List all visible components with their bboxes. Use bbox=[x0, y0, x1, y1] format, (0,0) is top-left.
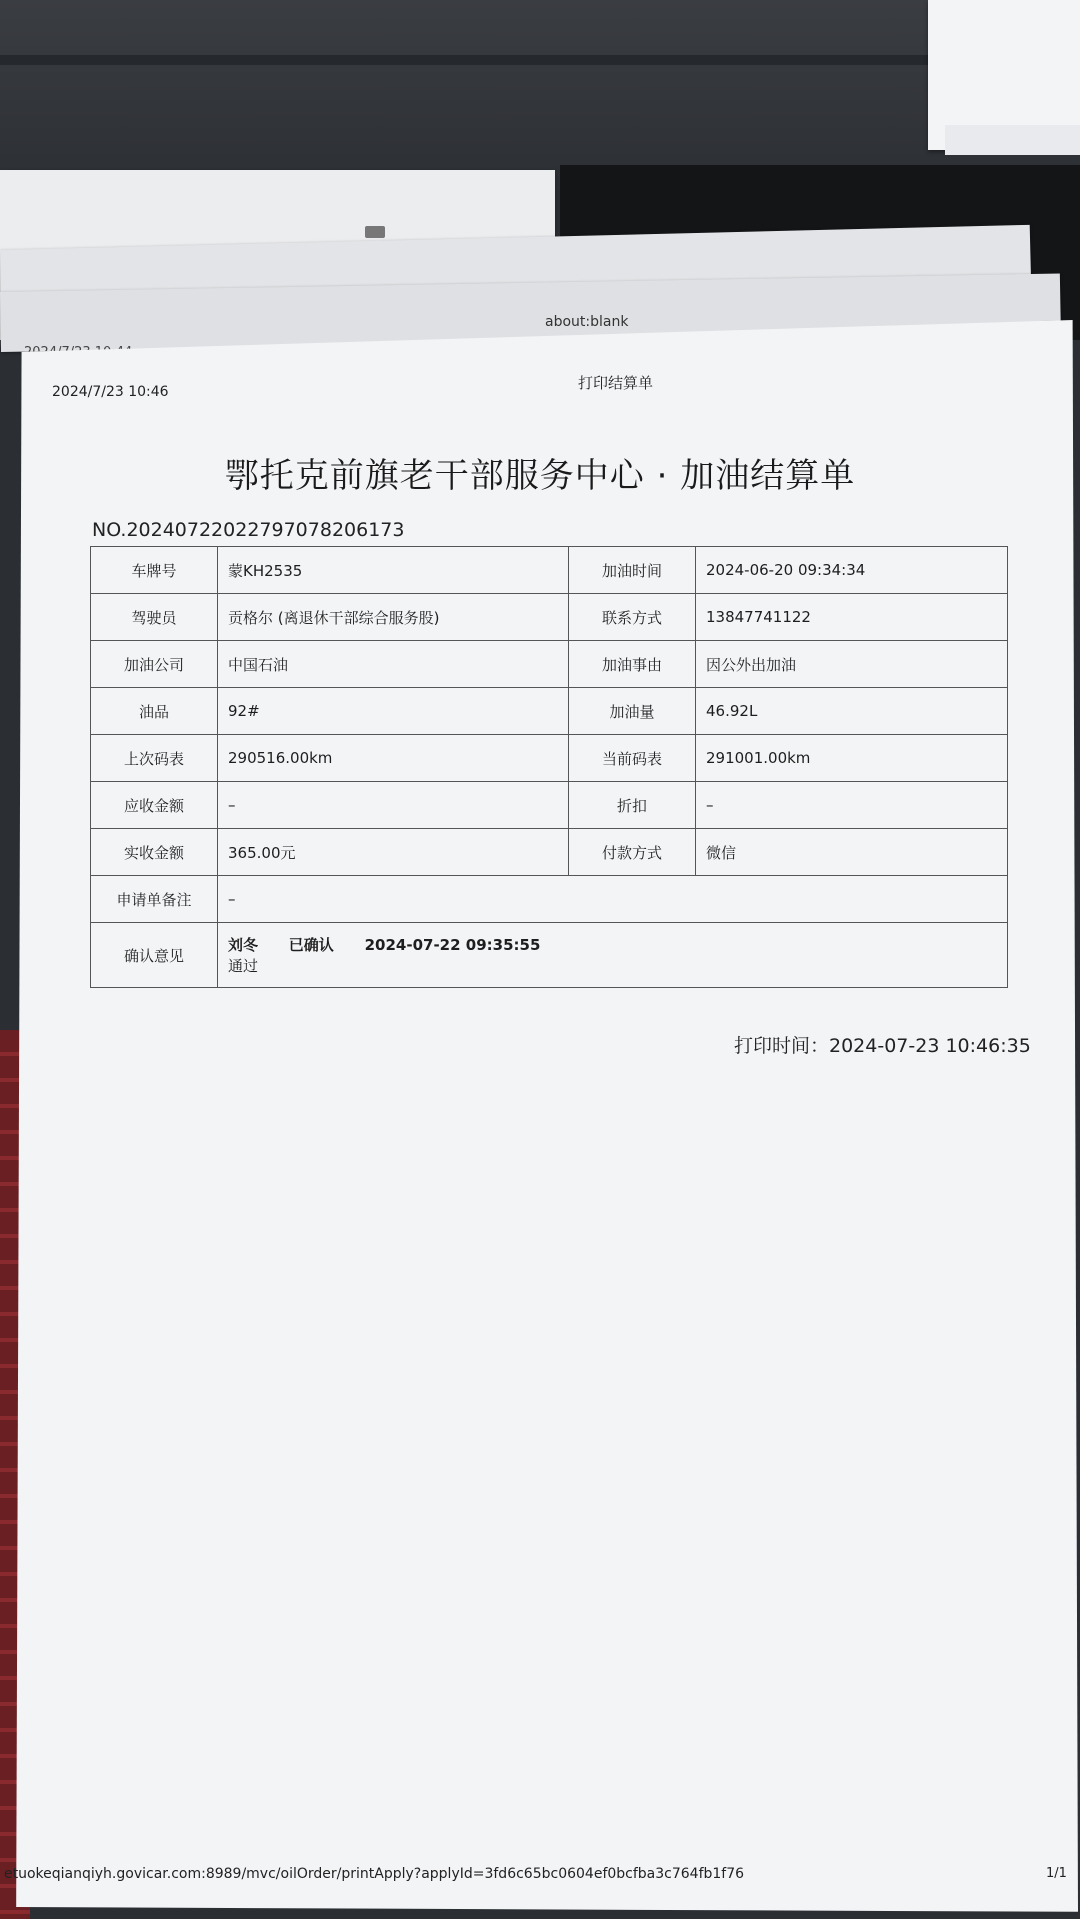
desk-edge bbox=[0, 55, 930, 65]
value-amount-paid: 365.00元 bbox=[218, 829, 569, 876]
value-current-odometer: 291001.00km bbox=[696, 735, 1008, 782]
label-current-odometer: 当前码表 bbox=[569, 735, 696, 782]
confirm-time: 2024-07-22 09:35:55 bbox=[364, 936, 541, 954]
table-row bbox=[91, 594, 1008, 641]
print-time: 打印时间：2024-07-23 10:46:35 bbox=[734, 1035, 1031, 1057]
label-discount: 折扣 bbox=[569, 782, 696, 829]
background-about-label: about:blank bbox=[545, 314, 629, 330]
value-confirm bbox=[218, 923, 1008, 988]
table-row bbox=[91, 923, 1008, 988]
label-driver: 驾驶员 bbox=[91, 594, 218, 641]
document-number: NO.20240722022797078206173 bbox=[92, 519, 405, 541]
label-amount-due: 应收金额 bbox=[91, 782, 218, 829]
value-driver: 贡格尔 (离退休干部综合服务股) bbox=[218, 594, 569, 641]
corner-paper-edge bbox=[945, 125, 1080, 155]
label-reason: 加油事由 bbox=[569, 641, 696, 688]
value-amount-due: – bbox=[218, 782, 569, 829]
table-row bbox=[91, 688, 1008, 735]
value-company: 中国石油 bbox=[218, 641, 569, 688]
table-row bbox=[91, 641, 1008, 688]
value-last-odometer: 290516.00km bbox=[218, 735, 569, 782]
footer-url: etuokeqianqiyh.govicar.com:8989/mvc/oilOrder/printApply?applyId=3fd6c65bc0604ef0bcfba3c764fb1f76 bbox=[4, 1866, 745, 1882]
table-row bbox=[91, 876, 1008, 923]
table-row bbox=[91, 829, 1008, 876]
table-row bbox=[91, 782, 1008, 829]
label-refuel-time: 加油时间 bbox=[569, 547, 696, 594]
label-last-odometer: 上次码表 bbox=[91, 735, 218, 782]
background-sheet-button bbox=[365, 226, 385, 238]
print-header-date: 2024/7/23 10:46 bbox=[52, 384, 169, 400]
value-reason: 因公外出加油 bbox=[696, 641, 1008, 688]
value-fuel-volume: 46.92L bbox=[696, 688, 1008, 735]
value-plate: 蒙KH2535 bbox=[218, 547, 569, 594]
confirm-name: 刘冬 bbox=[228, 936, 259, 954]
label-fuel-type: 油品 bbox=[91, 688, 218, 735]
label-remark: 申请单备注 bbox=[91, 876, 218, 923]
footer-page-number: 1/1 bbox=[1046, 1866, 1067, 1881]
print-header-title: 打印结算单 bbox=[578, 374, 654, 392]
confirm-status: 已确认 bbox=[288, 936, 334, 954]
value-discount: – bbox=[696, 782, 1008, 829]
desk-background bbox=[0, 0, 1080, 190]
label-contact: 联系方式 bbox=[569, 594, 696, 641]
label-fuel-volume: 加油量 bbox=[569, 688, 696, 735]
table-row bbox=[91, 735, 1008, 782]
label-company: 加油公司 bbox=[91, 641, 218, 688]
settlement-table bbox=[90, 546, 1008, 988]
document-title: 鄂托克前旗老干部服务中心 · 加油结算单 bbox=[224, 456, 856, 496]
value-refuel-time: 2024-06-20 09:34:34 bbox=[696, 547, 1008, 594]
label-payment-method: 付款方式 bbox=[569, 829, 696, 876]
value-fuel-type: 92# bbox=[218, 688, 569, 735]
value-payment-method: 微信 bbox=[696, 829, 1008, 876]
value-remark: – bbox=[218, 876, 1008, 923]
table-row bbox=[91, 547, 1008, 594]
value-contact: 13847741122 bbox=[696, 594, 1008, 641]
label-amount-paid: 实收金额 bbox=[91, 829, 218, 876]
label-plate: 车牌号 bbox=[91, 547, 218, 594]
label-confirm: 确认意见 bbox=[91, 923, 218, 988]
confirm-result: 通过 bbox=[228, 957, 259, 975]
